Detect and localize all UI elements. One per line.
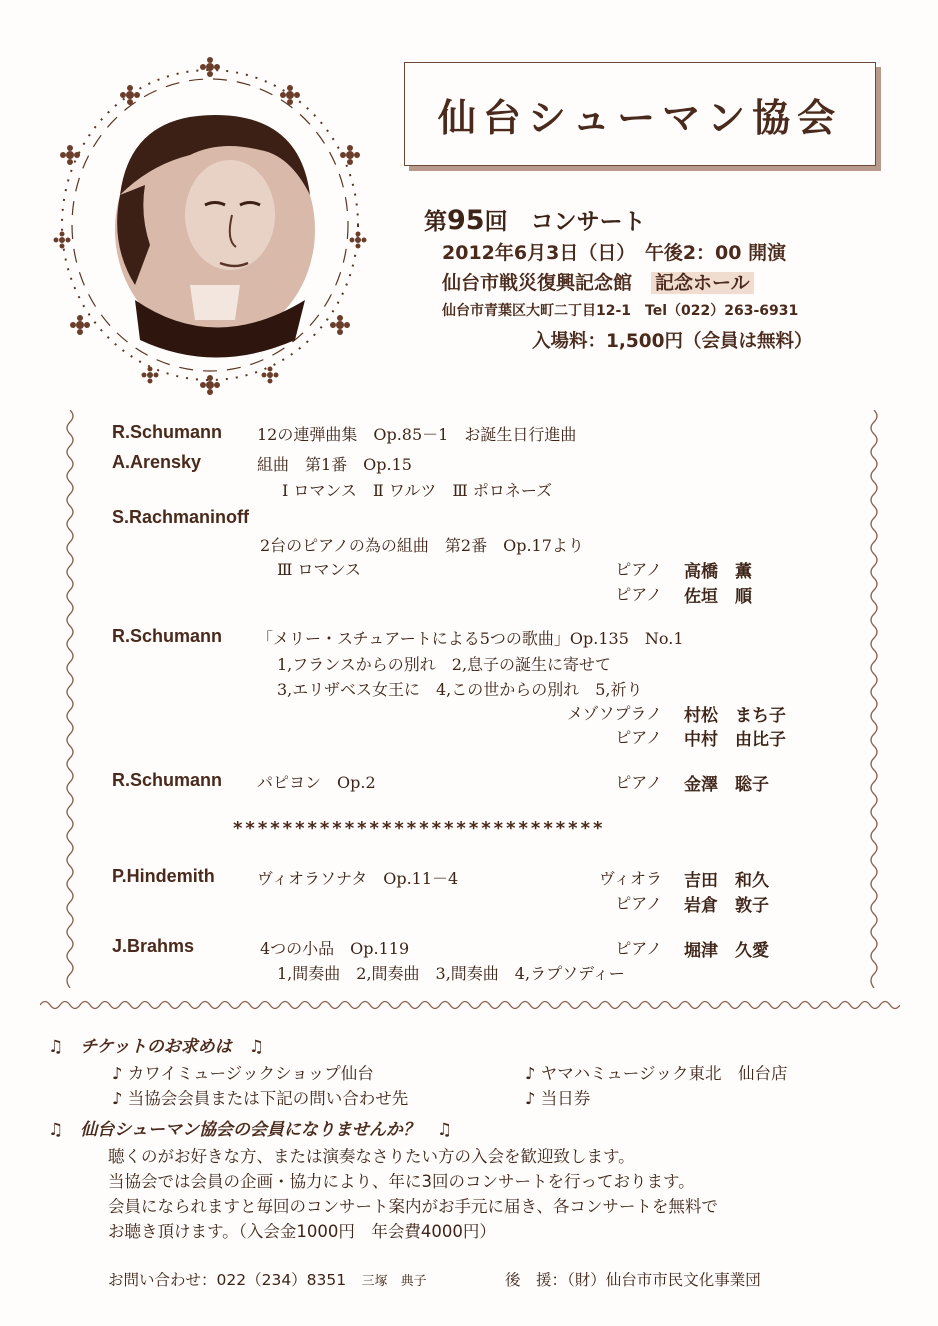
work-title: 12の連弾曲集 Op.85－1 お誕生日行進曲 bbox=[257, 425, 577, 444]
program-performer-row bbox=[112, 557, 832, 583]
performer-name: 高橋 薫 bbox=[684, 562, 752, 582]
membership-line: 会員になられますと毎回のコンサート案内がお手元に届き、各コンサートを無料で bbox=[108, 1197, 718, 1216]
ticket-outlet bbox=[525, 1060, 787, 1084]
double-note-icon: ♫ bbox=[48, 1120, 64, 1140]
contact-phone: 022（234）8351 bbox=[216, 1271, 347, 1289]
double-note-icon: ♫ bbox=[248, 1037, 264, 1057]
music-note-icon: ♪ bbox=[525, 1064, 536, 1083]
movements: 1,フランスからの別れ 2,息子の誕生に寄せて bbox=[277, 655, 612, 674]
performer-name: 佐垣 順 bbox=[684, 587, 752, 607]
concert-date: 2012年6月3日（日） 午後2：00 開演 bbox=[442, 242, 787, 264]
performer-role: ピアノ bbox=[615, 894, 662, 913]
right-border-ornament bbox=[868, 410, 880, 988]
program-item bbox=[112, 626, 832, 652]
movements: Ⅲ ロマンス bbox=[277, 560, 362, 579]
composer: R.Schumann bbox=[112, 422, 223, 442]
performer-role: ピアノ bbox=[615, 939, 662, 958]
program-item bbox=[112, 866, 832, 892]
program-item bbox=[112, 452, 832, 478]
bottom-border-ornament bbox=[40, 998, 900, 1012]
title-box bbox=[404, 62, 876, 166]
work-title: 組曲 第1番 Op.15 bbox=[257, 455, 412, 474]
contact-label: お問い合わせ： bbox=[108, 1271, 217, 1289]
admission-fee: 入場料：1,500円（会員は無料） bbox=[532, 331, 813, 352]
contact-line bbox=[108, 1268, 427, 1290]
program-item bbox=[112, 770, 832, 796]
double-note-icon: ♫ bbox=[436, 1120, 453, 1140]
concert-number-value: 95 bbox=[447, 205, 485, 236]
tickets-heading: チケットのお求めは bbox=[80, 1037, 232, 1057]
performer-name: 村松 まち子 bbox=[684, 706, 786, 726]
concert-number bbox=[424, 203, 646, 236]
tickets-heading-row bbox=[48, 1032, 264, 1057]
program-performer-row bbox=[112, 582, 832, 608]
music-note-icon: ♪ bbox=[112, 1064, 123, 1083]
program-movements bbox=[112, 478, 832, 504]
address: 仙台市青葉区大町二丁目12-1 Tel（022）263-6931 bbox=[442, 303, 799, 319]
ticket-outlet-label: カワイミュージックショップ仙台 bbox=[127, 1064, 374, 1083]
performer-role: ピアノ bbox=[615, 773, 662, 792]
program-movements bbox=[112, 961, 832, 987]
page-title: 仙台シューマン協会 bbox=[437, 94, 843, 140]
performer-role: ピアノ bbox=[615, 585, 662, 604]
ticket-outlet-label: 当協会会員または下記の問い合わせ先 bbox=[127, 1089, 409, 1108]
composer: P.Hindemith bbox=[112, 866, 215, 886]
venue-line bbox=[442, 268, 754, 295]
movements: 3,エリザベス女王に 4,この世からの別れ 5,祈り bbox=[277, 680, 643, 699]
work-title: 「メリー・スチュアートによる5つの歌曲」Op.135 No.1 bbox=[257, 629, 684, 648]
support-org: （財）仙台市市民文化事業団 bbox=[567, 1271, 761, 1289]
membership-heading: 仙台シューマン協会の会員になりませんか？ bbox=[80, 1120, 420, 1140]
performer-name: 堀津 久愛 bbox=[684, 941, 769, 961]
composer: A.Arensky bbox=[112, 452, 202, 472]
performer-name: 岩倉 敦子 bbox=[684, 896, 769, 916]
work-title: パピヨン Op.2 bbox=[257, 773, 376, 792]
schumann-portrait bbox=[40, 45, 380, 410]
performer-role: メゾソプラノ bbox=[566, 704, 662, 723]
intermission-divider: ****************************** bbox=[233, 818, 606, 839]
movements: 1,間奏曲 2,間奏曲 3,間奏曲 4,ラプソディー bbox=[277, 964, 625, 983]
support-label: 後 援： bbox=[505, 1271, 568, 1289]
concert-prefix: 第 bbox=[424, 209, 447, 235]
ticket-outlet bbox=[525, 1085, 590, 1109]
music-note-icon: ♪ bbox=[525, 1089, 536, 1108]
program-performer-row bbox=[112, 725, 832, 751]
work-title: 4つの小品 Op.119 bbox=[260, 939, 410, 958]
ticket-outlet-label: ヤマハミュージック東北 仙台店 bbox=[540, 1064, 788, 1083]
ticket-outlet bbox=[112, 1060, 374, 1084]
composer: J.Brahms bbox=[112, 936, 195, 956]
program-item bbox=[112, 422, 832, 448]
membership-line: お聴き頂けます。（入会金1000円 年会費4000円） bbox=[108, 1222, 496, 1241]
ticket-outlet bbox=[112, 1085, 408, 1109]
membership-line: 当協会では会員の企画・協力により、年に3回のコンサートを行っております。 bbox=[108, 1172, 695, 1191]
performer-role: ヴィオラ bbox=[598, 869, 662, 888]
flower-icon bbox=[60, 145, 80, 165]
venue: 仙台市戦災復興記念館 bbox=[442, 272, 633, 294]
program-item bbox=[112, 936, 832, 962]
performer-name: 金澤 聡子 bbox=[684, 775, 769, 795]
work-title: 2台のピアノの為の組曲 第2番 Op.17より bbox=[260, 536, 584, 555]
work-title: ヴィオラソナタ Op.11－4 bbox=[257, 869, 459, 888]
performer-name: 中村 由比子 bbox=[684, 730, 786, 750]
music-note-icon: ♪ bbox=[112, 1089, 123, 1108]
program-performer-row bbox=[112, 891, 832, 917]
left-border-ornament bbox=[64, 410, 76, 988]
program-work bbox=[112, 533, 832, 559]
concert-suffix: 回 コンサート bbox=[484, 209, 646, 235]
program-movements bbox=[112, 677, 832, 703]
composer: S.Rachmaninoff bbox=[112, 507, 250, 527]
double-note-icon: ♫ bbox=[48, 1037, 64, 1057]
performer-name: 吉田 和久 bbox=[684, 871, 769, 891]
composer: R.Schumann bbox=[112, 770, 223, 790]
composer: R.Schumann bbox=[112, 626, 223, 646]
support-line bbox=[505, 1268, 761, 1290]
program-movements bbox=[112, 652, 832, 678]
ticket-outlet-label: 当日券 bbox=[540, 1089, 591, 1108]
performer-role: ピアノ bbox=[615, 728, 662, 747]
membership-heading-row bbox=[48, 1115, 452, 1140]
membership-line: 聴くのがお好きな方、または演奏なさりたい方の入会を歓迎致します。 bbox=[108, 1147, 635, 1166]
contact-name: 三塚 典子 bbox=[361, 1274, 427, 1289]
movements: Ⅰ ロマンス Ⅱ ワルツ Ⅲ ポロネーズ bbox=[282, 481, 553, 500]
program-performer-row bbox=[112, 701, 832, 727]
program-item bbox=[112, 507, 832, 533]
hall-name: 記念ホール bbox=[651, 272, 754, 294]
performer-role: ピアノ bbox=[615, 560, 662, 579]
